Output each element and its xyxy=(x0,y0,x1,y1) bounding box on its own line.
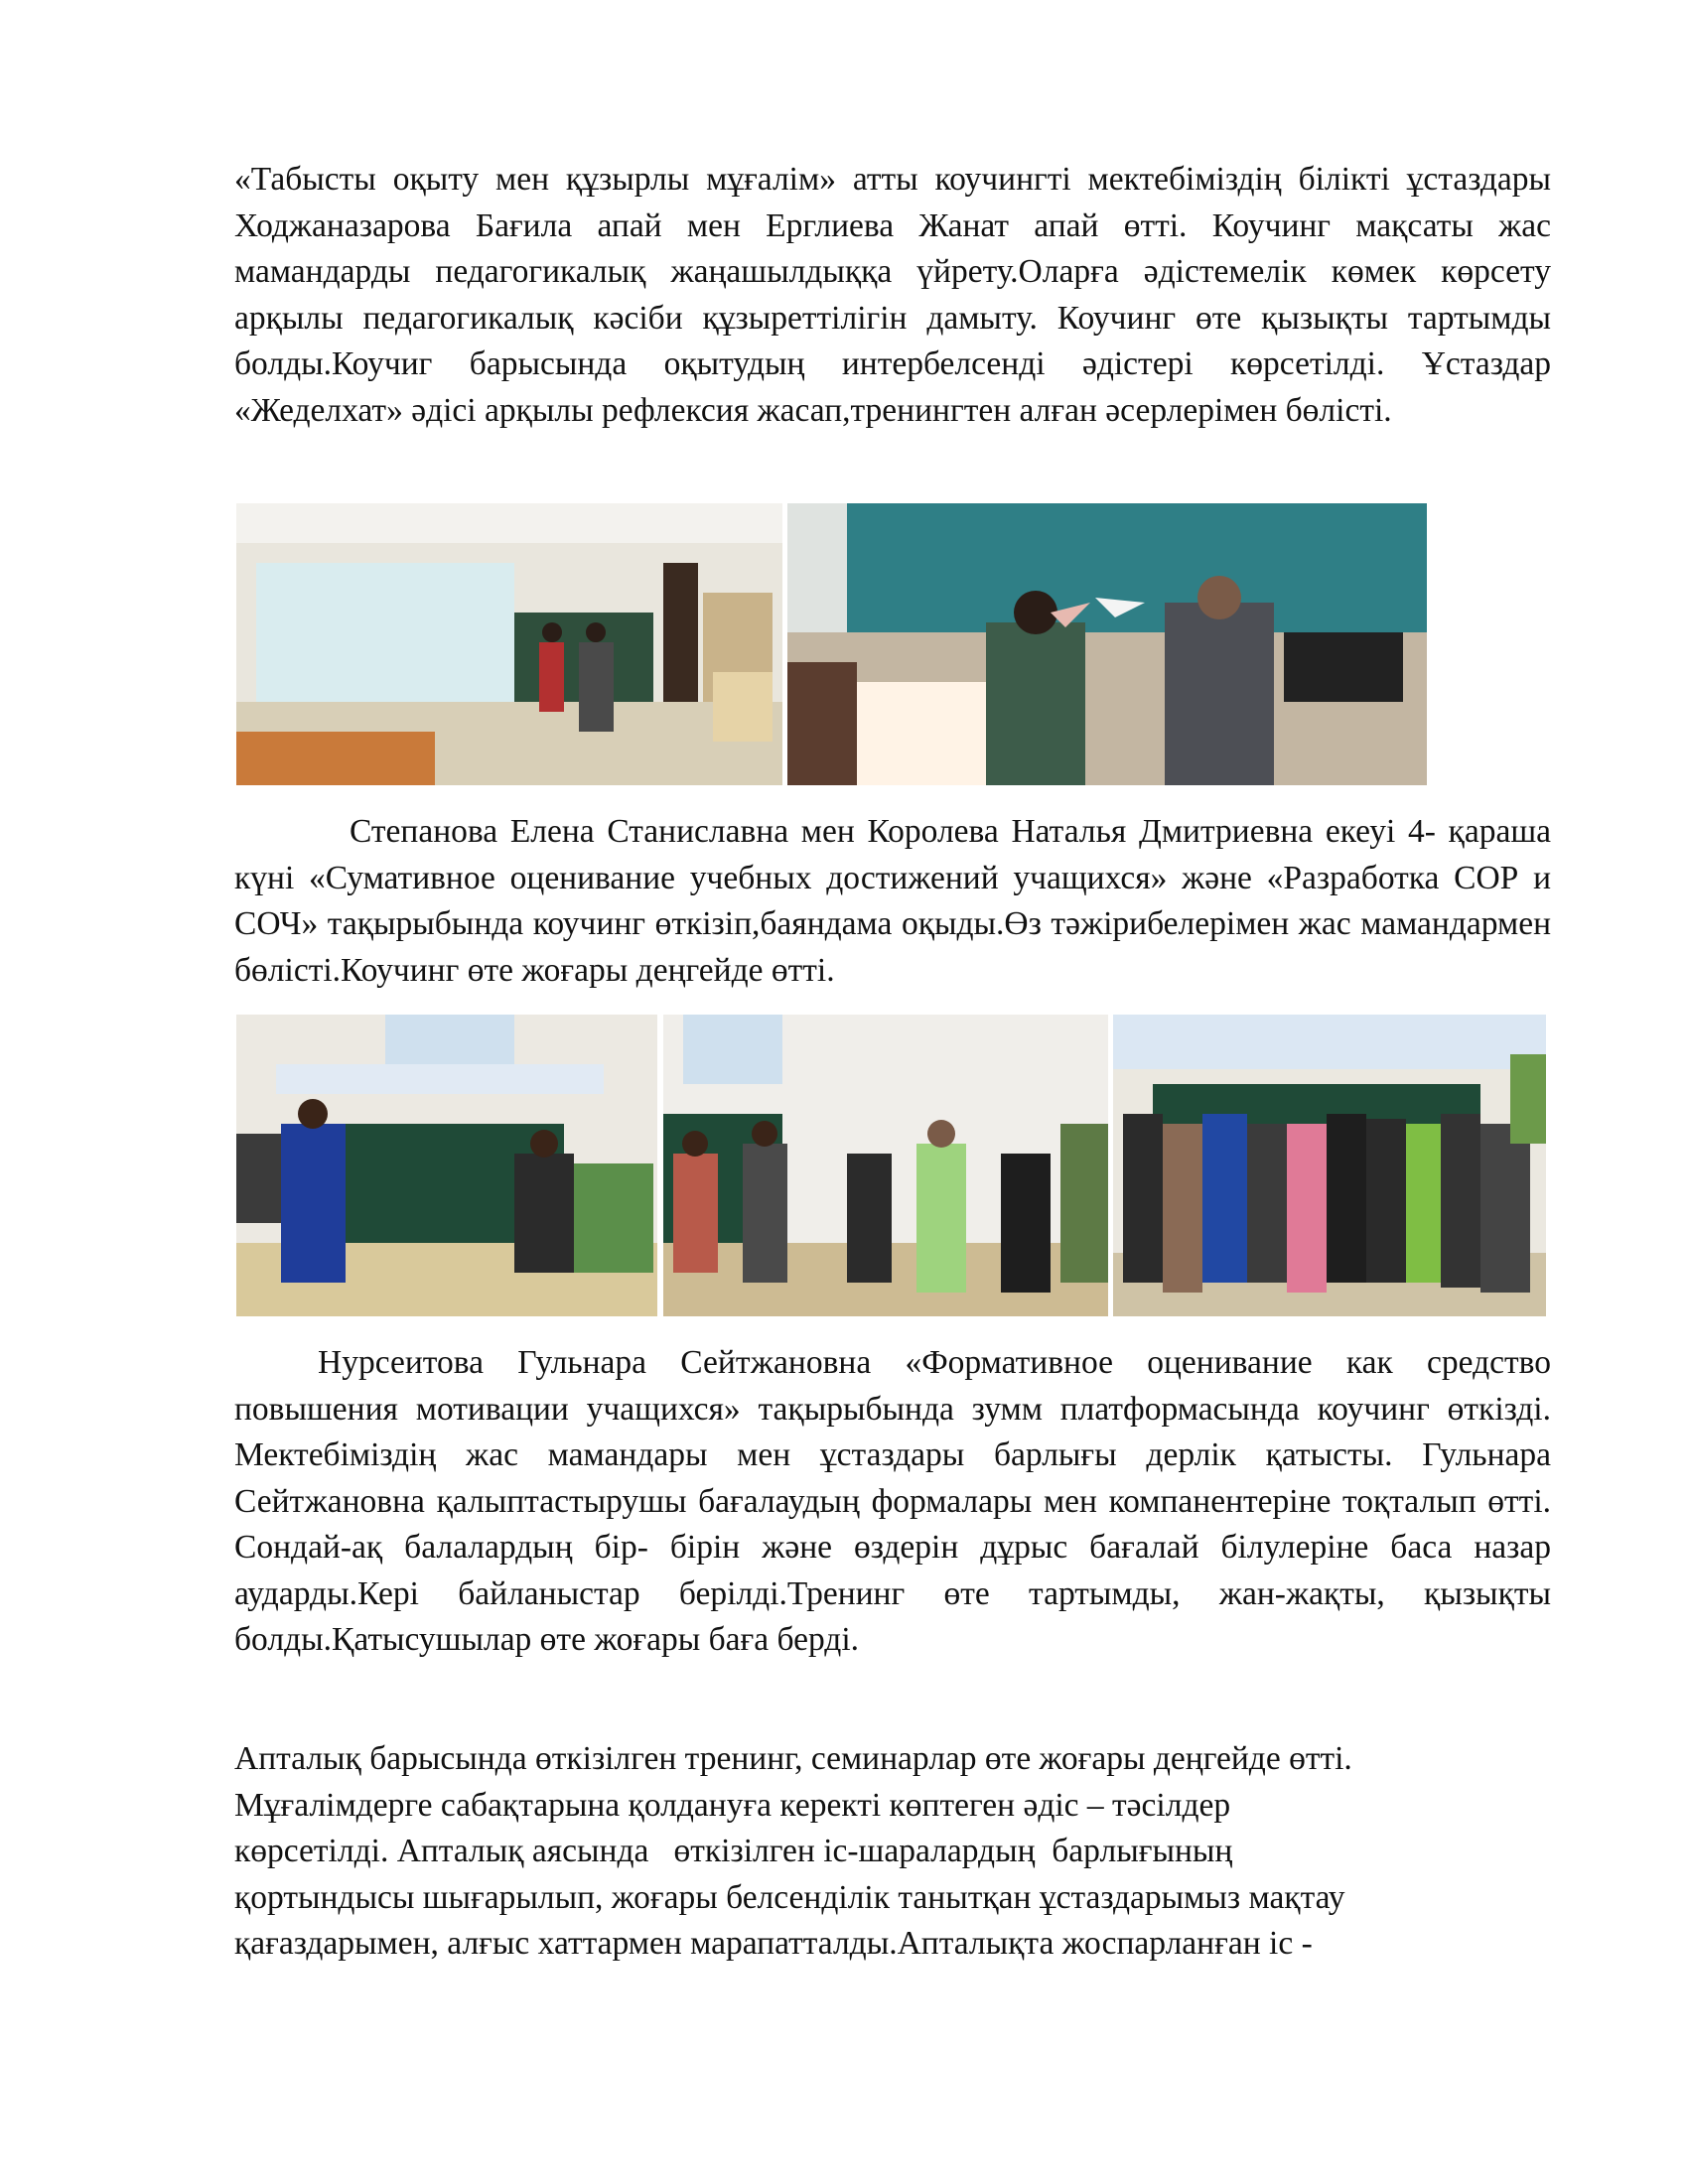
summary-line: Мұғалімдерге сабақтарына қолдануға керекті көптеген әдіс – тәсілдер xyxy=(234,1786,1231,1824)
photo-teachers-paper-planes xyxy=(787,503,1427,785)
photo-teacher-with-folder xyxy=(236,1015,657,1316)
photo-classroom-presentation xyxy=(236,503,782,785)
paragraph-coaching-3: Нурсеитова Гульнара Сейтжановна «Формативное оценивание как средство повышения мотивации учащихся» тақырыбында зумм платформасында коучинг өткізді. Мектебіміздің жас мамандары мен ұстаздары барлығы дерлік қатысты. Гульнара Сейтжановна қалыптастырушы бағалаудың формалары мен компанентеріне тоқталып өтті. Сондай-ақ балалардың бір- бірін және өздерін дұрыс бағалай білулеріне баса назар аударды.Кері байланыстар берілді.Тренинг өте тартымды, жан-жақты, қызықты болды.Қатысушылар өте жоғары баға берді. xyxy=(234,1344,1551,1658)
paragraph-coaching-2: Степанова Елена Станиславна мен Королева Наталья Дмитриевна екеуі 4- қараша күні «Сумативное оценивание учебных достижений учащихся» және «Разработка СОР и СОЧ» тақырыбында коучинг өткізіп,баяндама оқыды.Өз тәжірибелерімен жас мамандармен бөлісті.Коучинг өте жоғары деңгейде өтті. xyxy=(234,813,1551,989)
photo-group-of-teachers xyxy=(1113,1015,1546,1316)
summary-line: Апталық барысында өткізілген тренинг, семинарлар өте жоғары деңгейде өтті. xyxy=(234,1740,1352,1777)
paragraph-coaching-1: «Табысты оқыту мен құзырлы мұғалім» атты коучингті мектебіміздің білікті ұстаздары Ходжаназарова Бағила апай мен Ерглиева Жанат апай өтті. Коучинг мақсаты жас мамандарды педагогикалық жаңашылдыққа үйрету.Оларға әдістемелік көмек көрсету арқылы педагогикалық кәсіби құзыреттілігін дамыту. Коучинг өте қызықты тартымды болды.Коучиг барысында оқытудың интербелсенді әдістері көрсетілді. Ұстаздар «Жеделхат» әдісі арқылы рефлексия жасап,тренингтен алған әсерлерімен бөлісті. xyxy=(234,161,1551,429)
summary-line: қағаздарымен, алғыс хаттармен марапатталды.Апталықта жоспарланған іс - xyxy=(234,1925,1313,1962)
photo-teachers-standing-classroom xyxy=(663,1015,1108,1316)
paragraph-summary xyxy=(234,1736,1551,1968)
summary-line: көрсетілді. Апталық аясында өткізілген іс-шаралардың барлығының xyxy=(234,1833,1233,1869)
summary-line: қортындысы шығарылып, жоғары белсенділік танытқан ұстаздарымыз мақтау xyxy=(234,1878,1345,1916)
